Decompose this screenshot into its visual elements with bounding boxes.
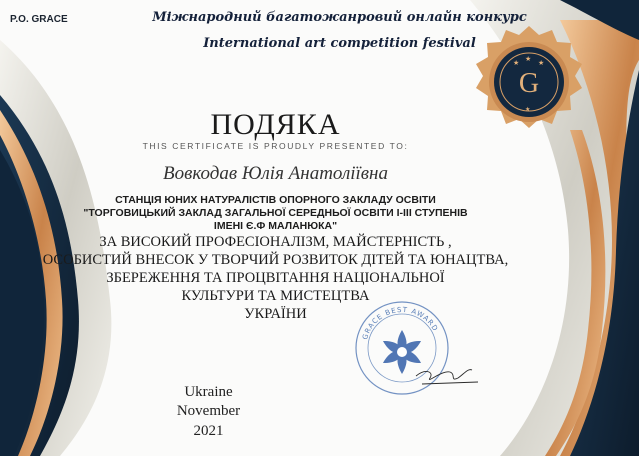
footer-month: November bbox=[176, 403, 241, 419]
svg-text:★: ★ bbox=[513, 59, 520, 67]
competition-title-ua: Міжнародний багатожанровий онлайн конкурс bbox=[152, 10, 527, 25]
body-line-1: ЗА ВИСОКИЙ ПРОФЕСІОНАЛІЗМ, МАЙСТЕРНІСТЬ , bbox=[99, 234, 452, 250]
stamp-text: GRACE BEST AWARD bbox=[361, 305, 440, 341]
recipient-name: Вовкодав Юлія Анатоліївна bbox=[163, 163, 388, 184]
body-line-5: УКРАЇНИ bbox=[244, 306, 307, 322]
medal-letter: G bbox=[518, 68, 540, 99]
certificate-heading: ПОДЯКА bbox=[210, 108, 341, 141]
body-line-4: КУЛЬТУРИ ТА МИСТЕЦТВА bbox=[181, 288, 370, 304]
institution-line-3: ІМЕНІ Є.Ф МАЛАНЮКА" bbox=[213, 220, 338, 232]
institution-line-2: "ТОРГОВИЦЬКИЙ ЗАКЛАД ЗАГАЛЬНОЇ СЕРЕДНЬОЇ ОСВІТИ І-ІІІ СТУПЕНІВ bbox=[83, 207, 468, 219]
certificate-subheading: THIS CERTIFICATE IS PROUDLY PRESENTED TO: bbox=[142, 141, 409, 151]
footer-year: 2021 bbox=[193, 423, 224, 439]
competition-title-en: International art competition festival bbox=[203, 36, 476, 51]
footer-country: Ukraine bbox=[184, 384, 233, 400]
body-line-2: ОСОБИСТИЙ ВНЕСОК У ТВОРЧИЙ РОЗВИТОК ДІТЕЙ ТА ЮНАЦТВА, bbox=[42, 252, 509, 268]
svg-text:★: ★ bbox=[525, 106, 531, 113]
organizer-label: P.O. GRACE bbox=[10, 14, 68, 25]
institution-line-1: СТАНЦІЯ ЮНИХ НАТУРАЛІСТІВ ОПОРНОГО ЗАКЛАДУ ОСВІТИ bbox=[115, 194, 436, 206]
body-line-3: ЗБЕРЕЖЕННЯ ТА ПРОЦВІТАННЯ НАЦІОНАЛЬНОЇ bbox=[106, 270, 445, 286]
signature-scribble bbox=[416, 370, 478, 384]
svg-text:★: ★ bbox=[525, 55, 532, 63]
svg-text:★: ★ bbox=[538, 59, 545, 67]
